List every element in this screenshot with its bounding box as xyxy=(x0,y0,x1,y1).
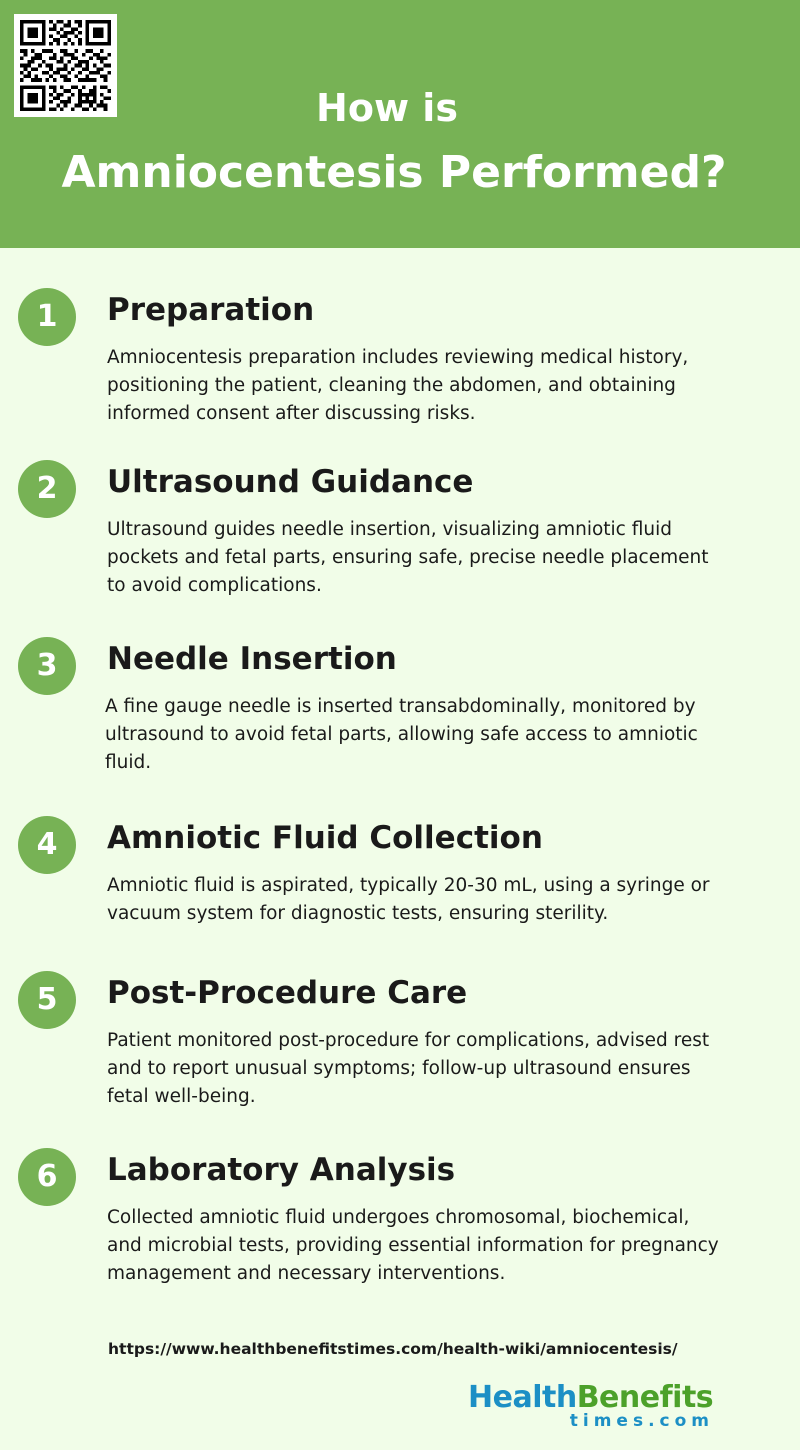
step-title: Preparation xyxy=(107,292,315,328)
step-number-badge: 6 xyxy=(18,1148,76,1206)
source-url-link[interactable]: https://www.healthbenefitstimes.com/health-wiki/amniocentesis/ xyxy=(108,1340,678,1358)
step-number-badge: 2 xyxy=(18,460,76,518)
logo-text-health: Health xyxy=(468,1380,577,1415)
step-title: Amniotic Fluid Collection xyxy=(107,820,543,856)
step-description: Ultrasound guides needle insertion, visualizing amniotic fluid pockets and fetal parts, ensuring safe, precise needle placement to avoid complications. xyxy=(107,519,709,596)
step-number-badge: 5 xyxy=(18,971,76,1029)
step-number-badge: 1 xyxy=(18,288,76,346)
logo-text-times: times.com xyxy=(569,1411,714,1431)
step-description: A fine gauge needle is inserted transabdominally, monitored by ultrasound to avoid fetal parts, allowing safe access to amniotic fluid. xyxy=(105,696,698,773)
step-title: Laboratory Analysis xyxy=(107,1152,456,1188)
step-description: Amniocentesis preparation includes reviewing medical history, positioning the patient, cleaning the abdomen, and obtaining informed consent after discussing risks. xyxy=(107,347,689,424)
step-number-badge: 3 xyxy=(18,637,76,695)
step-title: Post-Procedure Care xyxy=(107,975,468,1011)
step-description: Patient monitored post-procedure for complications, advised rest and to report unusual symptoms; follow-up ultrasound ensures fetal well-being. xyxy=(107,1030,710,1107)
site-logo[interactable] xyxy=(468,1381,718,1431)
page-title-line1: How is xyxy=(316,86,458,130)
step-description: Collected amniotic fluid undergoes chromosomal, biochemical, and microbial tests, providing essential information for pregnancy management and necessary interventions. xyxy=(107,1207,719,1284)
logo-text-benefits: Benefits xyxy=(576,1380,714,1415)
page-title-line2: Amniocentesis Performed? xyxy=(61,147,727,198)
step-title: Needle Insertion xyxy=(107,641,397,677)
step-number-badge: 4 xyxy=(18,816,76,874)
step-title: Ultrasound Guidance xyxy=(107,464,474,500)
header-banner xyxy=(0,0,800,248)
logo-wordmark xyxy=(468,1381,713,1415)
step-description: Amniotic fluid is aspirated, typically 20-30 mL, using a syringe or vacuum system for diagnostic tests, ensuring sterility. xyxy=(107,875,710,924)
